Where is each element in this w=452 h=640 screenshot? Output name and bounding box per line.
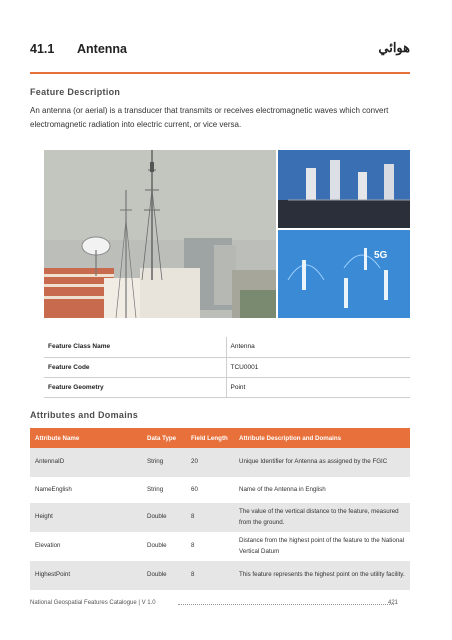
header-divider	[30, 72, 410, 74]
table-row	[30, 477, 410, 503]
attr-description: Name of the Antenna in English	[239, 485, 326, 493]
attr-type: Double	[147, 542, 167, 550]
attr-description: The value of the vertical distance to the feature, measured from the ground.	[234, 503, 410, 532]
feature-code-row	[44, 357, 410, 377]
col-attribute-name: Attribute Name	[30, 428, 142, 448]
attr-name: Height	[30, 503, 142, 532]
attr-description: Distance from the highest point of the feature to the National Vertical Datum	[239, 537, 405, 555]
attributes-heading: Attributes and Domains	[30, 410, 139, 420]
section-number: 41.1	[30, 42, 55, 56]
attr-type: Double	[142, 561, 186, 590]
col-description: Attribute Description and Domains	[234, 428, 410, 448]
page-footer	[30, 598, 410, 610]
footer-dotted-leader	[178, 604, 394, 605]
feature-info-table	[44, 337, 410, 398]
section-title-urdu: هوائي	[378, 40, 410, 55]
feature-description-heading: Feature Description	[30, 87, 121, 97]
attr-name: HighestPoint	[30, 561, 142, 590]
attr-description: Unique Identifier for Antenna as assigned by the FGIC	[234, 448, 410, 477]
feature-class-name-value: Antenna	[226, 337, 410, 357]
attr-length: 8	[186, 503, 234, 532]
attr-length: 8	[186, 561, 234, 590]
attr-type: Double	[142, 503, 186, 532]
page-number: 421	[387, 600, 398, 606]
attr-length: 20	[186, 448, 234, 477]
attributes-header-row	[30, 428, 410, 448]
feature-class-name-key: Feature Class Name	[44, 337, 226, 357]
section-header	[30, 40, 410, 60]
attr-name: Elevation	[35, 542, 61, 550]
attr-name: NameEnglish	[35, 485, 72, 493]
attr-type: String	[142, 448, 186, 477]
feature-code-value: TCU0001	[226, 357, 410, 377]
photo-5g-label: 5G	[374, 250, 388, 261]
col-data-type: Data Type	[142, 428, 186, 448]
feature-geometry-value: Point	[226, 377, 410, 397]
feature-description-text: An antenna (or aerial) is a transducer that transmits or receives electromagnetic waves which convert electromagnetic radiation into electric current, or vice versa.	[30, 106, 389, 129]
table-row	[30, 532, 410, 561]
feature-geometry-row	[44, 377, 410, 397]
footer-text: National Geospatial Features Catalogue | V 1.0	[30, 600, 156, 606]
table-row	[30, 448, 410, 477]
table-row	[30, 561, 410, 590]
attr-description: This feature represents the highest point on the utility facility.	[234, 561, 410, 590]
section-title: Antenna	[77, 42, 127, 56]
attr-length: 8	[191, 542, 195, 550]
feature-geometry-key: Feature Geometry	[44, 377, 226, 397]
feature-class-name-row	[44, 337, 410, 357]
feature-code-key: Feature Code	[44, 357, 226, 377]
table-row	[30, 503, 410, 532]
attr-name: AntennaID	[30, 448, 142, 477]
attr-type: String	[147, 485, 164, 493]
attr-length: 60	[191, 485, 198, 493]
attributes-table	[30, 428, 410, 590]
antenna-photo-collage	[44, 150, 410, 318]
col-field-length: Field Length	[186, 428, 234, 448]
